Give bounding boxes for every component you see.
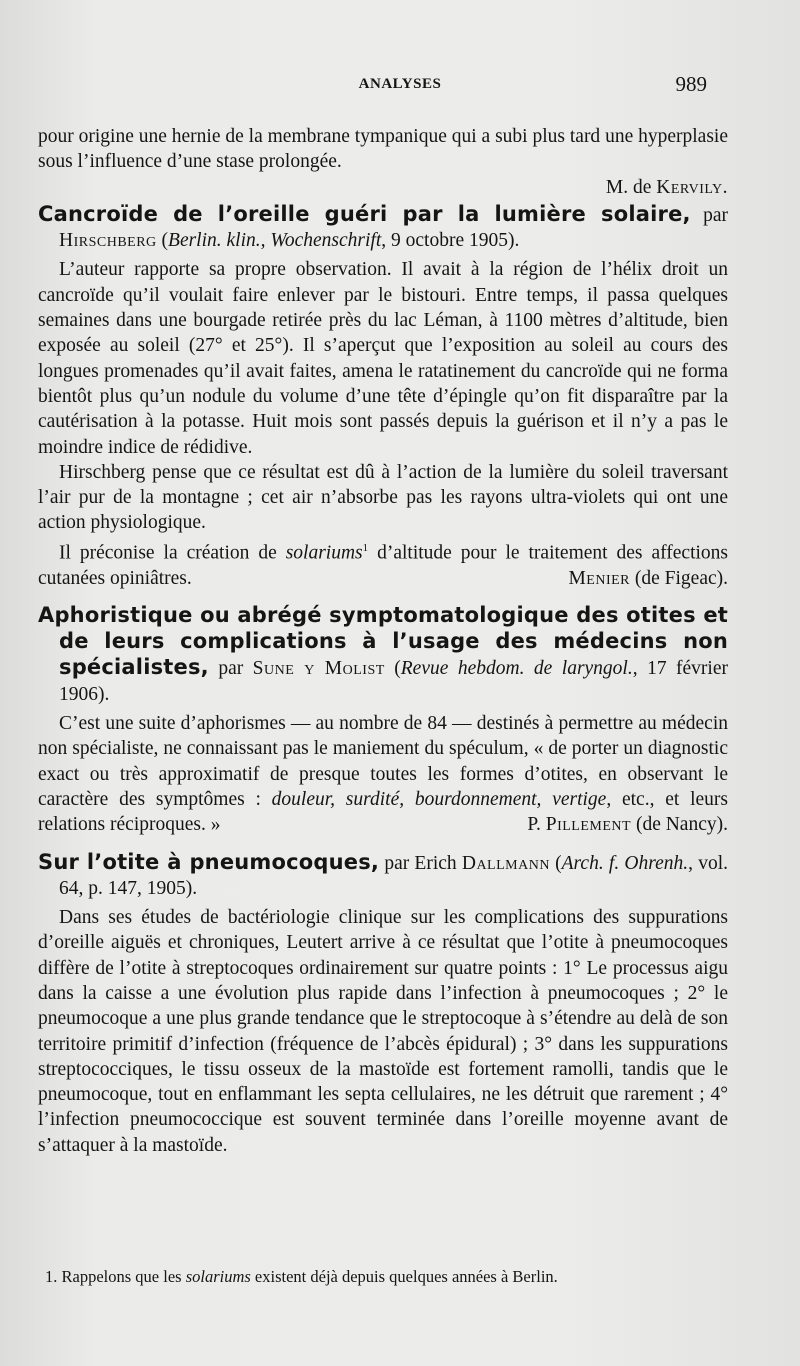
article2-signature-initial: P. bbox=[527, 814, 546, 836]
article1-p3-end: d’altitude pour le traitement des affections cutanées opiniâtres. bbox=[38, 542, 728, 589]
article2-author: Sune y Molist bbox=[252, 658, 385, 680]
article1-journal: Berlin. klin., Wochenschrift bbox=[168, 230, 382, 252]
footnote-text-end: existent déjà depuis quelques années à Berlin. bbox=[250, 1267, 558, 1286]
article2-p1-start: C’est une suite d’aphorismes — au nombre de 84 — destinés à permettre au médecin non spécialiste, ne connaissant pas le maniement du spéculum, « de porter un diagnostic exact ou très approximatif de presque toutes les formes d’otites, en observant le caractère des symptômes : bbox=[38, 713, 728, 810]
running-header bbox=[0, 72, 800, 100]
article3-author: Dallmann bbox=[461, 852, 550, 874]
article1-citation: , 9 octobre 1905). bbox=[381, 230, 520, 252]
signature-name: Kervily. bbox=[656, 176, 728, 198]
article3-heading bbox=[38, 850, 728, 902]
footnote bbox=[45, 1268, 725, 1286]
article1-par: par bbox=[690, 204, 728, 226]
article1-heading bbox=[38, 202, 728, 254]
signature-prefix: M. de bbox=[605, 176, 657, 198]
article3-paragraph-1: Dans ses études de bactériologie clinique sur les complications des suppurations d’oreille aiguës et chroniques, Leutert arrive à ce résultat que l’otite à pneumocoques diffère de l’otite à streptocoques ordinairement sur quatre points : 1° Le processus aigu dans la caisse a une évolution plus rapide dans l’infection à pneumocoques ; 2° le pneumocoque a une plus grande tendance que le streptocoque à s’étendre au delà de son territoire primitif d’infection (fréquence de l’abcès épidural) ; 3° dans les suppurations streptococciques, le tissu osseux de la mastoïde est fortement ramolli, tandis que le pneumocoque, tout en enflammant les septa cellulaires, ne les détruit que rarement ; 4° l’infection pneumococcique est souvent terminée dans l’oreille moyenne avant de s’attaquer à la mastoïde. bbox=[38, 907, 728, 1156]
page-number: 989 bbox=[675, 72, 707, 96]
footnote-marker: 1. bbox=[45, 1267, 58, 1286]
article2-citation: , 17 février 1906). bbox=[59, 658, 728, 705]
article1-p3-start: Il préconise la création de bbox=[59, 542, 286, 564]
article1-signature-place: (de Figeac). bbox=[630, 567, 728, 589]
continuation-signature bbox=[38, 175, 728, 200]
article1-paragraph-3 bbox=[38, 536, 728, 591]
continuation-paragraph: pour origine une hernie de la membrane tympanique qui a subi plus tard une hyperplasie sous l’influence d’une stase prolongée. bbox=[38, 126, 728, 173]
article1-paragraph-2: Hirschberg pense que ce résultat est dû à l’action de la lumière du soleil traversant l’air pur de la montagne ; cet air n’absorbe pas les rayons ultra-violets qui ont une action physiologique. bbox=[38, 461, 728, 534]
article1-p3-italic: solariums bbox=[285, 542, 363, 564]
article3-journal: Arch. f. Ohrenh. bbox=[561, 852, 689, 874]
article2-title: Aphoristique ou abrégé symptomatologique des otites et de leurs complications à l’usage des médecins non spécialistes, bbox=[38, 602, 728, 680]
article2-heading bbox=[38, 603, 728, 707]
running-title: ANALYSES bbox=[358, 76, 442, 92]
footnote-reference: 1 bbox=[362, 541, 369, 554]
article2-par: par bbox=[208, 658, 253, 680]
article1-title: Cancroïde de l’oreille guéri par la lumière solaire, bbox=[38, 201, 691, 226]
article1-citation-open: ( bbox=[156, 230, 169, 252]
article3-par: par Erich bbox=[379, 852, 462, 874]
article2-p1-end: , etc., et leurs relations réciproques. » bbox=[38, 788, 728, 836]
article2-p1-italic: douleur, surdité, bourdonnement, vertige bbox=[271, 788, 607, 810]
article2-citation-open: ( bbox=[384, 658, 401, 680]
footnote-text-start: Rappelons que les bbox=[57, 1267, 186, 1286]
article1-signature-name: Menier bbox=[568, 567, 630, 589]
article2-paragraph-1 bbox=[38, 711, 728, 837]
article2-signature-place: (de Nancy). bbox=[631, 814, 728, 836]
article1-author: Hirschberg bbox=[59, 230, 157, 252]
article2-signature-name: Pillement bbox=[545, 814, 632, 836]
article3-citation: , vol. 64, p. 147, 1905). bbox=[59, 852, 728, 899]
body-text bbox=[38, 124, 728, 1158]
footnote-italic: solariums bbox=[185, 1267, 251, 1286]
article3-citation-open: ( bbox=[549, 852, 562, 874]
article3-title: Sur l’otite à pneumocoques, bbox=[38, 849, 380, 874]
article2-journal: Revue hebdom. de laryngol. bbox=[400, 658, 633, 680]
article1-paragraph-1: L’auteur rapporte sa propre observation. Il avait à la région de l’hélix droit un cancroïde qu’il voulait faire enlever par le bistouri. Entre temps, il passa quelques semaines dans une bourgade retirée près du lac Léman, à 1100 mètres d’altitude, bien exposée au soleil (27° et 25°). Il s’aperçut que l’exposition au soleil au cours des longues promenades qu’il avait faites, amena le ratatinement du cancroïde qui ne forma bientôt plus qu’un nodule du volume d’une tête d’épingle qu’on fit disparaître par la cautérisation à la potasse. Huit mois sont passés depuis la guérison et il n’y a pas le moindre indice de rédidive. bbox=[38, 259, 728, 458]
